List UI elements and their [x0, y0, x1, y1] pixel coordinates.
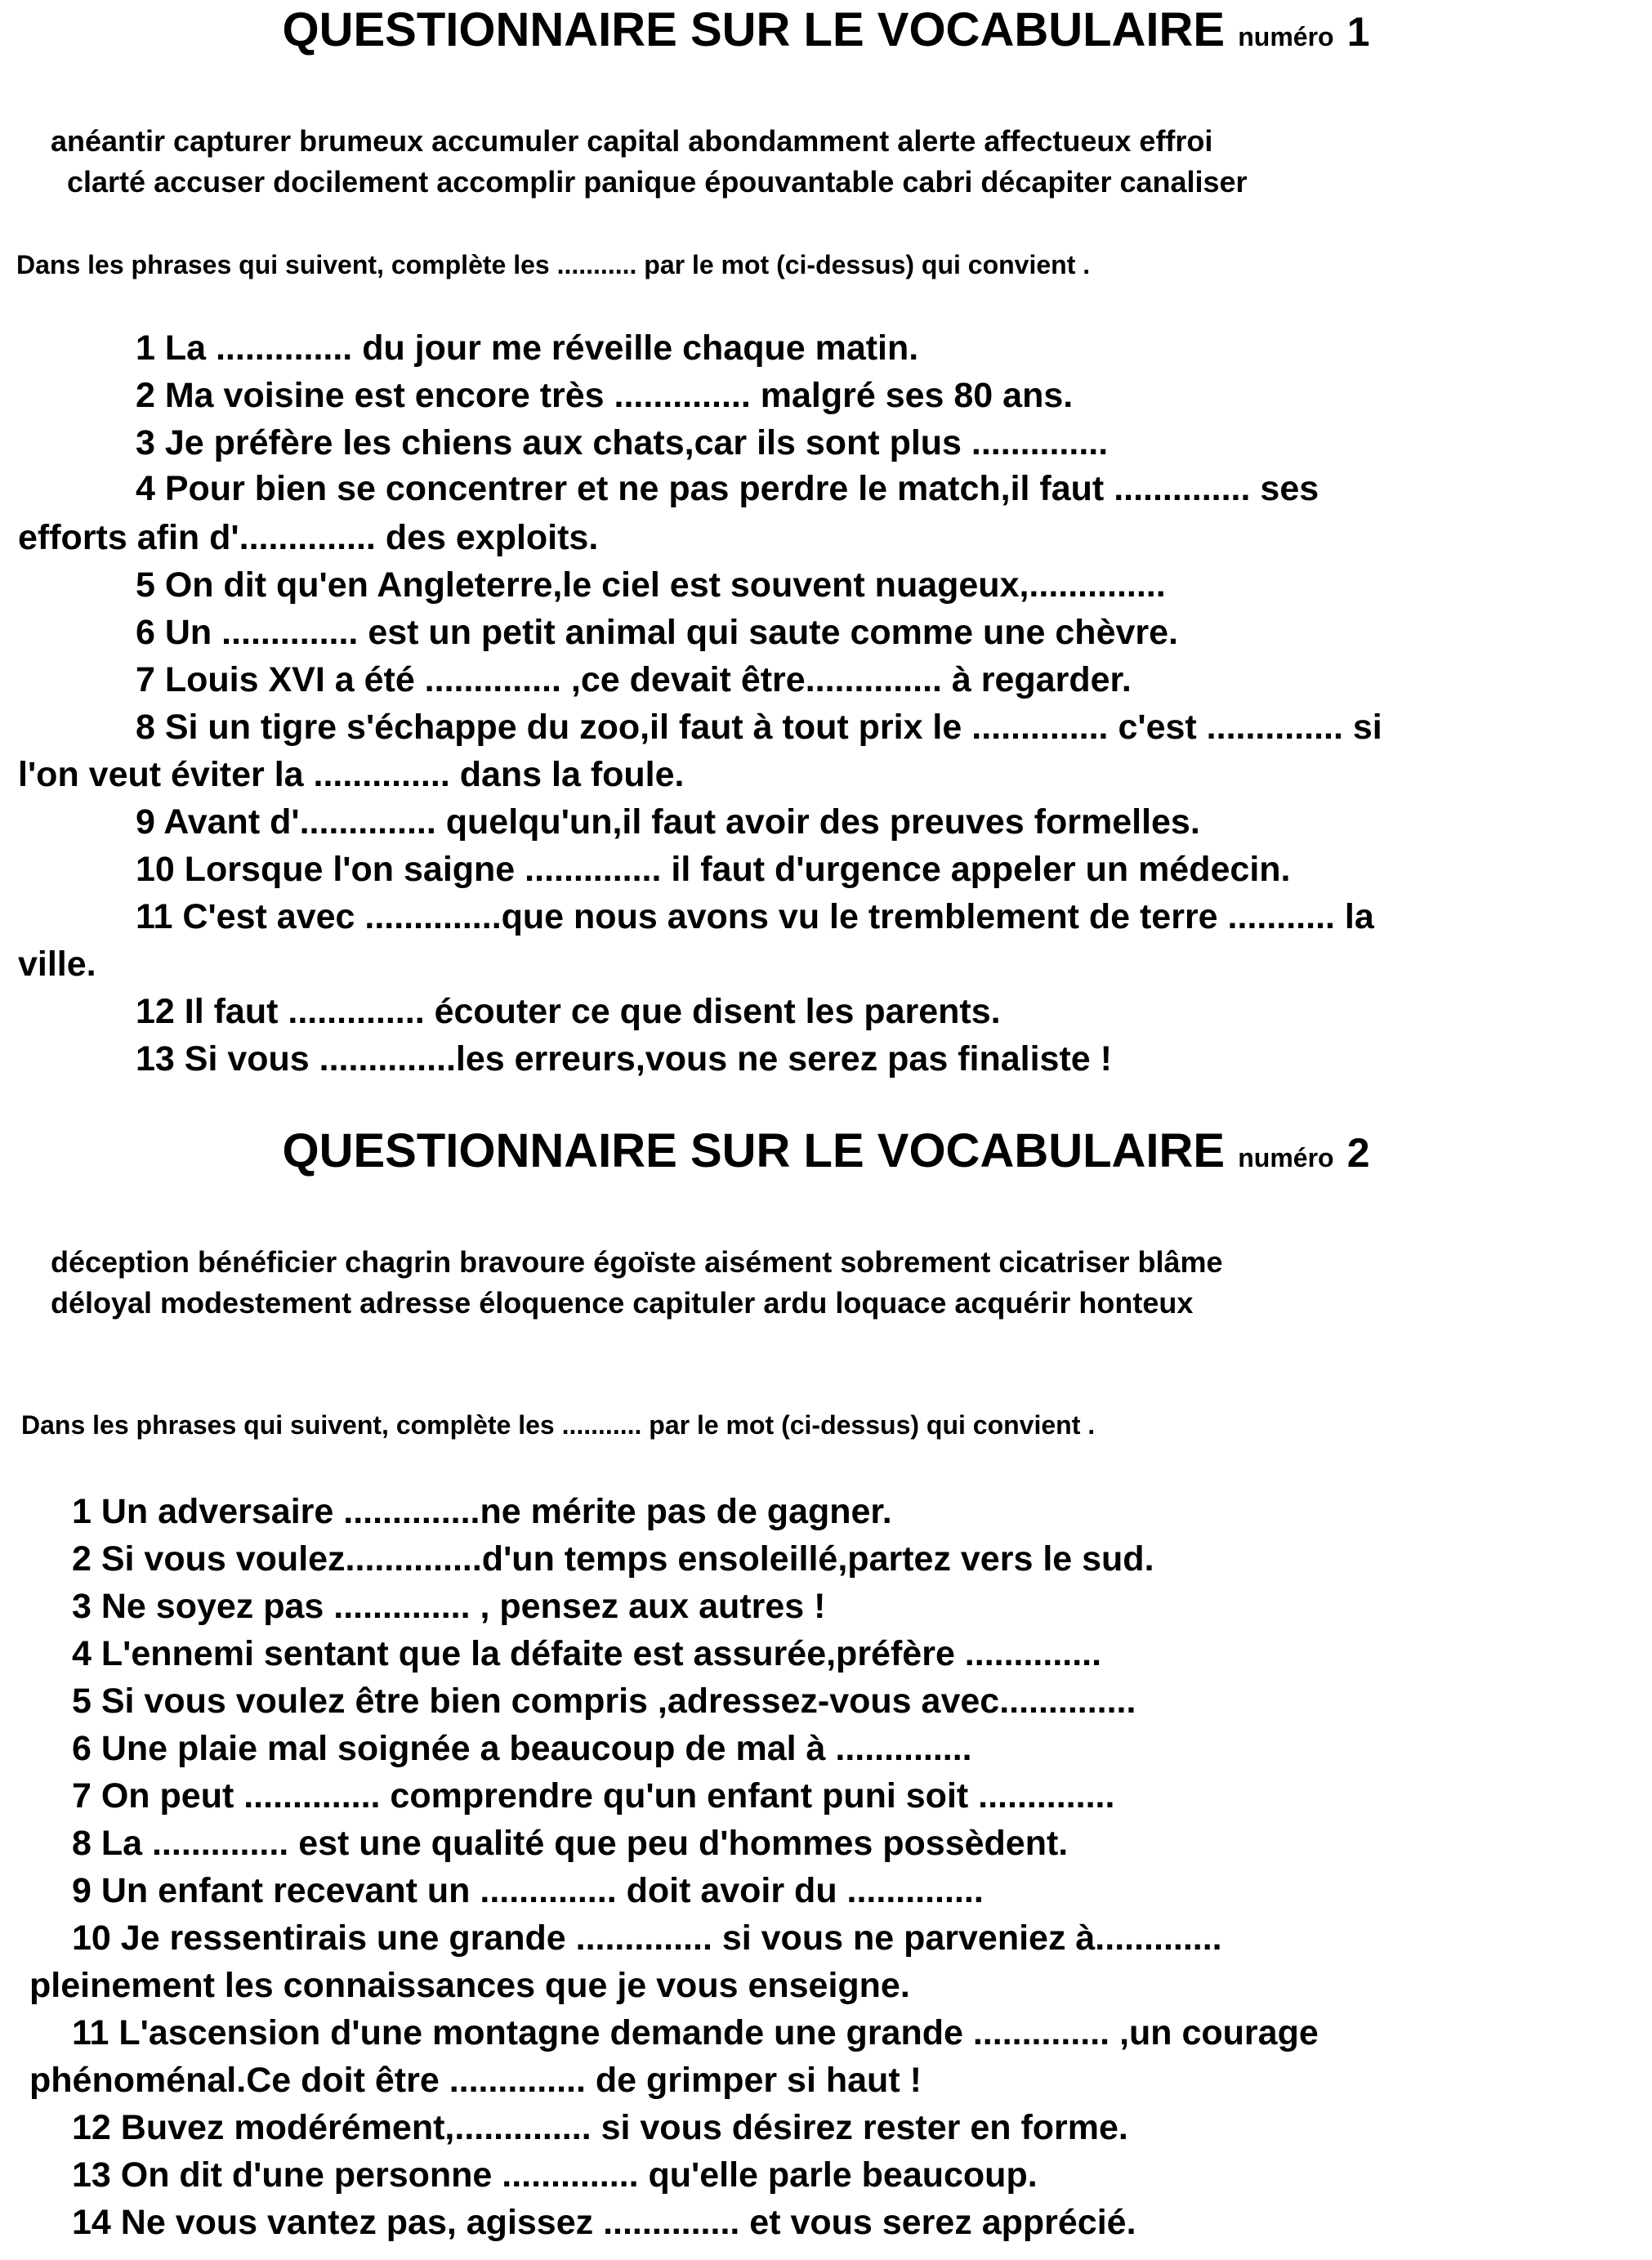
s1-line-9: 9 Avant d'.............. quelqu'un,il faut avoir des preuves formelles. — [136, 802, 1200, 842]
s1-line-3: 3 Je préfère les chiens aux chats,car ils sont plus .............. — [136, 423, 1109, 462]
section1-title-text: QUESTIONNAIRE SUR LE VOCABULAIRE — [282, 3, 1226, 56]
s1-line-13: 13 Si vous ..............les erreurs,vous ne serez pas finaliste ! — [136, 1039, 1112, 1079]
s1-line-5: 5 On dit qu'en Angleterre,le ciel est souvent nuageux,.............. — [136, 565, 1166, 605]
s2-line-1: 1 Un adversaire ..............ne mérite pas de gagner. — [72, 1492, 892, 1531]
s2-line-2: 2 Si vous voulez..............d'un temps ensoleillé,partez vers le sud. — [72, 1539, 1154, 1579]
section1-instruction: Dans les phrases qui suivent, complète les ........... par le mot (ci-dessus) qui convient . — [16, 250, 1091, 279]
s1-line-4: 4 Pour bien se concentrer et ne pas perdre le match,il faut .............. ses — [136, 469, 1319, 508]
s2-line-10-cont: pleinement les connaissances que je vous enseigne. — [29, 1966, 910, 2005]
section2-word-line-2: déloyal modestement adresse éloquence capituler ardu loquace acquérir honteux — [51, 1286, 1194, 1320]
section1-title — [0, 3, 1652, 64]
section2-number: 2 — [1346, 1130, 1370, 1176]
s2-line-3: 3 Ne soyez pas .............. , pensez aux autres ! — [72, 1587, 826, 1626]
s1-line-10: 10 Lorsque l'on saigne .............. il faut d'urgence appeler un médecin. — [136, 850, 1291, 889]
s1-line-4-cont: efforts afin d'.............. des exploits. — [18, 518, 599, 557]
s2-line-7: 7 On peut .............. comprendre qu'un enfant puni soit .............. — [72, 1776, 1115, 1816]
s1-line-1: 1 La .............. du jour me réveille chaque matin. — [136, 328, 919, 368]
s2-line-10: 10 Je ressentirais une grande .............. si vous ne parveniez à............. — [72, 1918, 1222, 1958]
section1-number-label: numéro — [1238, 22, 1334, 51]
section2-number-label: numéro — [1238, 1143, 1334, 1172]
s1-line-7: 7 Louis XVI a été .............. ,ce devait être.............. à regarder. — [136, 660, 1132, 699]
s2-line-14: 14 Ne vous vantez pas, agissez .............. et vous serez apprécié. — [72, 2203, 1136, 2242]
section1-word-line-2: clarté accuser docilement accomplir panique épouvantable cabri décapiter canaliser — [67, 165, 1248, 199]
s2-line-4: 4 L'ennemi sentant que la défaite est assurée,préfère .............. — [72, 1634, 1102, 1673]
s2-line-9: 9 Un enfant recevant un .............. doit avoir du .............. — [72, 1871, 984, 1910]
s2-line-5: 5 Si vous voulez être bien compris ,adressez-vous avec.............. — [72, 1682, 1136, 1721]
s2-line-13: 13 On dit d'une personne .............. qu'elle parle beaucoup. — [72, 2155, 1038, 2195]
s1-line-2: 2 Ma voisine est encore très .............. malgré ses 80 ans. — [136, 376, 1074, 415]
section2-title-text: QUESTIONNAIRE SUR LE VOCABULAIRE — [282, 1124, 1226, 1177]
section2-instruction: Dans les phrases qui suivent, complète les ........... par le mot (ci-dessus) qui convient . — [21, 1410, 1096, 1440]
s2-line-6: 6 Une plaie mal soignée a beaucoup de mal à .............. — [72, 1729, 972, 1768]
s1-line-6: 6 Un .............. est un petit animal qui saute comme une chèvre. — [136, 613, 1178, 652]
section2-word-line-1: déception bénéficier chagrin bravoure égoïste aisément sobrement cicatriser blâme — [51, 1245, 1223, 1279]
s1-line-8: 8 Si un tigre s'échappe du zoo,il faut à tout prix le .............. c'est .............. si — [136, 708, 1382, 747]
s2-line-11: 11 L'ascension d'une montagne demande une grande .............. ,un courage — [72, 2013, 1319, 2052]
s2-line-11-cont: phénoménal.Ce doit être .............. de grimper si haut ! — [29, 2061, 922, 2100]
s1-line-11: 11 C'est avec ..............que nous avons vu le tremblement de terre ........... la — [136, 897, 1374, 936]
section2-title — [0, 1124, 1652, 1185]
s1-line-8-cont: l'on veut éviter la .............. dans la foule. — [18, 755, 685, 794]
section1-word-line-1: anéantir capturer brumeux accumuler capital abondamment alerte affectueux effroi — [51, 124, 1213, 158]
s1-line-12: 12 Il faut .............. écouter ce que disent les parents. — [136, 992, 1001, 1031]
section1-number: 1 — [1346, 9, 1370, 55]
s2-line-8: 8 La .............. est une qualité que peu d'hommes possèdent. — [72, 1824, 1069, 1863]
s1-line-11-cont: ville. — [18, 945, 96, 984]
s2-line-12: 12 Buvez modérément,.............. si vous désirez rester en forme. — [72, 2108, 1128, 2147]
